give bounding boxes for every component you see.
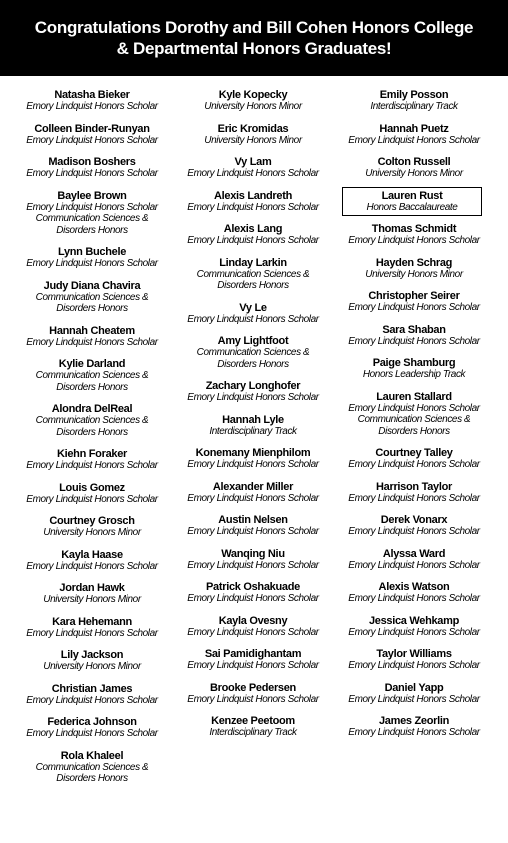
graduate-entry <box>173 123 333 147</box>
graduate-entry <box>12 683 172 707</box>
graduate-honor: Emory Lindquist Honors Scholar <box>348 459 480 470</box>
graduate-name: Lauren Rust <box>381 189 443 202</box>
graduate-name: Jessica Wehkamp <box>368 614 460 627</box>
graduate-name: Alondra DelReal <box>51 403 133 415</box>
graduate-honor: Emory Lindquist Honors Scholar <box>187 392 319 403</box>
graduate-honor: University Honors Minor <box>365 268 463 280</box>
graduate-entry <box>173 615 333 639</box>
graduate-name: Hannah Lyle <box>222 413 284 426</box>
graduate-entry <box>173 190 333 214</box>
graduate-entry <box>173 581 333 605</box>
graduate-entry <box>334 223 494 247</box>
graduate-entry <box>334 514 494 538</box>
graduate-name: James Zeorlin <box>378 715 450 727</box>
graduate-honor: Emory Lindquist Honors Scholar <box>348 335 480 347</box>
graduate-name: Madison Boshers <box>48 156 136 168</box>
graduate-entry <box>12 649 172 673</box>
graduate-entry <box>173 447 333 471</box>
graduate-entry-highlighted <box>342 187 482 217</box>
graduate-entry <box>12 515 172 539</box>
header-title-line-2: & Departmental Honors Graduates! <box>116 39 392 58</box>
graduate-name: Sai Pamidighantam <box>204 648 302 660</box>
graduate-honor: Emory Lindquist Honors Scholar <box>187 593 319 604</box>
graduate-name: Emily Posson <box>379 89 449 101</box>
graduate-name: Thomas Schmidt <box>371 223 457 235</box>
graduate-honor: University Honors Minor <box>204 101 302 112</box>
graduate-entry <box>12 616 172 640</box>
graduate-name: Linday Larkin <box>219 256 287 269</box>
graduate-name: Kayla Ovesny <box>218 614 288 627</box>
graduate-name: Courtney Talley <box>375 447 453 459</box>
graduate-entry <box>173 414 333 438</box>
graduate-entry <box>334 548 494 572</box>
graduate-entry <box>12 549 172 573</box>
page-header <box>0 0 508 76</box>
graduate-name: Taylor Williams <box>376 648 452 660</box>
graduate-name: Lynn Buchele <box>57 246 127 258</box>
graduate-honor: Emory Lindquist Honors Scholar <box>348 727 480 738</box>
graduate-honor: Emory Lindquist Honors Scholar <box>348 134 480 146</box>
graduate-entry <box>334 682 494 706</box>
graduate-entry <box>334 357 494 381</box>
graduate-honor: University Honors Minor <box>365 168 463 179</box>
graduate-name: Kyle Kopecky <box>218 89 288 101</box>
graduate-honor: University Honors Minor <box>43 527 141 538</box>
graduate-entry <box>334 257 494 281</box>
graduate-entry <box>173 257 333 292</box>
graduate-honor: Emory Lindquist Honors Scholar <box>26 728 158 739</box>
graduate-entry <box>12 403 172 438</box>
graduate-honor: Interdisciplinary Track <box>370 101 458 112</box>
graduate-entry <box>334 391 494 438</box>
graduate-name: Amy Lightfoot <box>217 335 289 347</box>
graduate-honor: Communication Sciences & Disorders Honors <box>357 414 471 437</box>
graduate-name: Colleen Binder-Runyan <box>34 122 150 135</box>
graduate-entry <box>173 548 333 572</box>
graduate-name: Baylee Brown <box>57 189 127 202</box>
graduate-honor: Emory Lindquist Honors Scholar <box>26 493 158 505</box>
graduate-name: Kenzee Peetoom <box>211 715 295 727</box>
graduate-entry <box>334 156 494 180</box>
graduate-entry <box>173 223 333 247</box>
graduate-honor: Emory Lindquist Honors Scholar <box>187 526 319 537</box>
graduate-entry <box>12 716 172 740</box>
graduate-entry <box>173 682 333 706</box>
graduate-entry <box>12 89 172 113</box>
graduate-name: Eric Kromidas <box>217 122 289 135</box>
graduate-honor: Emory Lindquist Honors Scholar <box>348 660 480 671</box>
graduate-honor: Communication Sciences & Disorders Honors <box>196 268 310 291</box>
graduate-honor: Interdisciplinary Track <box>209 727 297 738</box>
graduate-name: Brooke Pedersen <box>210 681 296 694</box>
graduate-honor: Emory Lindquist Honors Scholar <box>187 660 319 671</box>
graduate-honor: Emory Lindquist Honors Scholar <box>348 402 480 414</box>
graduate-honor: University Honors Minor <box>43 661 141 672</box>
graduate-name: Wanqing Niu <box>221 547 285 560</box>
graduate-entry <box>173 481 333 505</box>
graduate-honor: Communication Sciences & Disorders Honors <box>35 761 149 784</box>
graduate-entry <box>12 358 172 393</box>
graduate-entry <box>173 380 333 404</box>
graduate-honor: Emory Lindquist Honors Scholar <box>187 168 319 179</box>
graduate-name: Louis Gomez <box>59 481 125 494</box>
graduate-entry <box>173 715 333 739</box>
graduate-entry <box>334 615 494 639</box>
graduate-honor: Emory Lindquist Honors Scholar <box>26 101 158 112</box>
graduate-name: Federica Johnson <box>47 716 137 728</box>
graduate-entry <box>173 514 333 538</box>
graduate-name: Konemany Mienphilom <box>195 447 311 459</box>
graduate-name: Hannah Cheatem <box>49 324 135 337</box>
graduate-name: Patrick Oshakuade <box>206 581 300 593</box>
graduate-honor: Communication Sciences & Disorders Honors <box>35 370 149 393</box>
graduate-name: Colton Russell <box>377 156 451 168</box>
graduate-honor: Emory Lindquist Honors Scholar <box>26 627 158 639</box>
graduate-name: Jordan Hawk <box>59 582 125 594</box>
graduate-entry <box>173 302 333 326</box>
graduate-honor: University Honors Minor <box>43 594 141 605</box>
graduate-honor: Emory Lindquist Honors Scholar <box>26 460 158 471</box>
graduate-honor: Communication Sciences & Disorders Honors <box>35 291 149 314</box>
graduate-honor: Honors Leadership Track <box>362 369 466 380</box>
graduate-name: Alexis Watson <box>378 581 450 593</box>
graduate-honor: Communication Sciences & Disorders Honors <box>35 415 149 438</box>
graduate-name: Judy Diana Chavira <box>43 279 141 292</box>
graduate-entry <box>12 482 172 506</box>
graduate-entry <box>12 448 172 472</box>
graduate-entry <box>12 190 172 237</box>
graduate-honor: Emory Lindquist Honors Scholar <box>187 235 319 246</box>
graduate-entry <box>173 89 333 113</box>
graduate-honor: Emory Lindquist Honors Scholar <box>348 693 480 705</box>
graduates-column-1 <box>12 89 172 795</box>
graduate-honor: Emory Lindquist Honors Scholar <box>26 694 158 706</box>
graduate-name: Zachary Longhofer <box>205 380 301 392</box>
graduate-honor: Emory Lindquist Honors Scholar <box>348 626 480 638</box>
graduate-honor: Emory Lindquist Honors Scholar <box>187 693 319 705</box>
graduate-entry <box>12 582 172 606</box>
graduate-name: Harrison Taylor <box>376 480 452 493</box>
graduate-entry <box>12 325 172 349</box>
graduate-honor: Emory Lindquist Honors Scholar <box>26 336 158 348</box>
graduate-name: Vy Lam <box>234 156 272 168</box>
graduate-honor: Emory Lindquist Honors Scholar <box>348 526 480 537</box>
graduate-honor: Emory Lindquist Honors Scholar <box>26 258 158 269</box>
graduate-name: Hannah Puetz <box>379 122 449 135</box>
graduate-honor: Emory Lindquist Honors Scholar <box>187 201 319 213</box>
graduate-name: Lily Jackson <box>60 649 124 661</box>
graduate-entry <box>334 481 494 505</box>
graduate-entry <box>12 750 172 785</box>
graduate-entry <box>12 280 172 315</box>
graduate-name: Christopher Seirer <box>368 290 460 302</box>
graduate-name: Hayden Schrag <box>375 256 453 269</box>
graduate-name: Alexander Miller <box>212 480 294 493</box>
graduate-entry <box>334 123 494 147</box>
graduate-name: Courtney Grosch <box>49 515 135 527</box>
graduate-name: Christian James <box>51 682 133 695</box>
graduate-entry <box>334 581 494 605</box>
graduate-entry <box>334 290 494 314</box>
graduates-column-3 <box>334 89 494 749</box>
graduate-honor: Emory Lindquist Honors Scholar <box>26 560 158 572</box>
graduate-honor: Interdisciplinary Track <box>209 425 297 437</box>
graduate-name: Alexis Landreth <box>213 189 293 202</box>
graduate-honor: Emory Lindquist Honors Scholar <box>187 626 319 638</box>
graduate-name: Kayla Haase <box>61 548 123 561</box>
graduate-name: Vy Le <box>239 301 267 314</box>
graduate-honor: Emory Lindquist Honors Scholar <box>187 459 319 470</box>
graduate-honor: University Honors Minor <box>204 134 302 146</box>
graduate-entry <box>173 156 333 180</box>
graduate-name: Alexis Lang <box>223 223 283 235</box>
graduate-name: Kara Hehemann <box>52 615 132 628</box>
graduate-honor: Emory Lindquist Honors Scholar <box>26 134 158 146</box>
graduates-column-2 <box>173 89 333 749</box>
graduate-name: Kylie Darland <box>58 358 126 370</box>
graduate-honor: Honors Baccalaureate <box>366 201 458 213</box>
graduate-honor: Emory Lindquist Honors Scholar <box>348 492 480 504</box>
graduate-entry <box>173 648 333 672</box>
graduate-honor: Emory Lindquist Honors Scholar <box>348 559 480 571</box>
graduate-honor: Communication Sciences & Disorders Honors <box>196 347 310 370</box>
graduate-honor: Emory Lindquist Honors Scholar <box>26 201 158 213</box>
graduate-honor: Emory Lindquist Honors Scholar <box>348 302 480 313</box>
graduate-name: Natasha Bieker <box>54 89 130 101</box>
graduate-entry <box>334 89 494 113</box>
graduate-name: Alyssa Ward <box>382 547 446 560</box>
graduate-name: Paige Shamburg <box>372 357 456 369</box>
graduate-entry <box>334 715 494 739</box>
graduate-name: Kiehn Foraker <box>56 448 128 460</box>
graduate-entry <box>12 123 172 147</box>
graduate-entry <box>334 447 494 471</box>
graduate-honor: Communication Sciences & Disorders Honors <box>35 213 149 236</box>
graduate-honor: Emory Lindquist Honors Scholar <box>187 492 319 504</box>
graduate-honor: Emory Lindquist Honors Scholar <box>187 559 319 571</box>
graduate-name: Derek Vonarx <box>380 514 448 526</box>
graduate-name: Rola Khaleel <box>60 749 124 762</box>
graduate-honor: Emory Lindquist Honors Scholar <box>348 235 480 246</box>
graduate-honor: Emory Lindquist Honors Scholar <box>187 313 319 325</box>
graduate-entry <box>334 324 494 348</box>
graduate-entry <box>12 246 172 270</box>
graduate-honor: Emory Lindquist Honors Scholar <box>348 593 480 604</box>
graduate-entry <box>173 335 333 370</box>
graduate-honor: Emory Lindquist Honors Scholar <box>26 168 158 179</box>
graduate-entry <box>12 156 172 180</box>
graduate-name: Austin Nelsen <box>218 514 288 526</box>
header-title-line-1: Congratulations Dorothy and Bill Cohen Honors College <box>34 18 474 37</box>
graduate-entry <box>334 648 494 672</box>
graduate-name: Sara Shaban <box>382 323 446 336</box>
graduate-name: Daniel Yapp <box>384 681 444 694</box>
graduate-name: Lauren Stallard <box>376 390 452 403</box>
